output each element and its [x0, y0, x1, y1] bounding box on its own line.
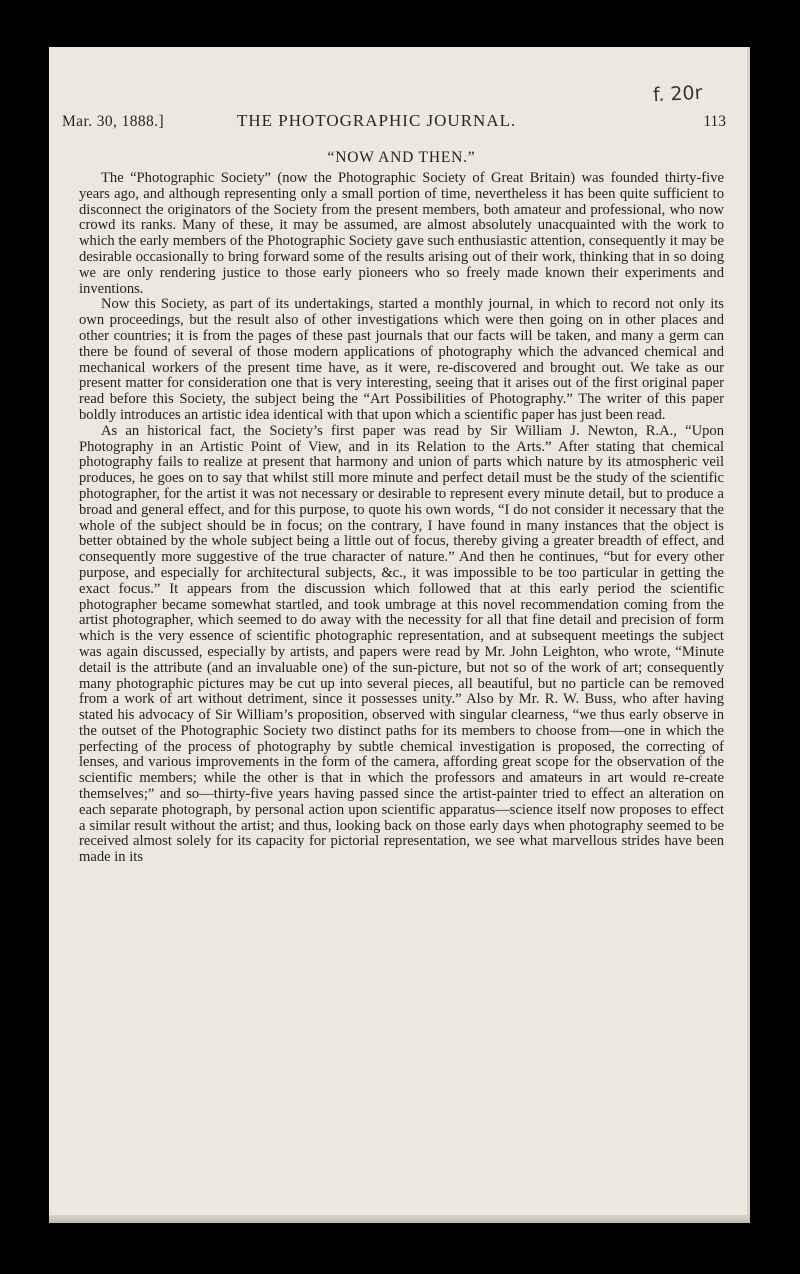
- page-edge: [747, 47, 750, 1223]
- paragraph-3: As an historical fact, the Society’s first paper was read by Sir William J. Newton, R.A., “Upon Photography in an Artistic Point of View, and in its Relation to the Arts.” After stating that chemical photography fails to realize at present that harmony and union of parts which nature by its atmospheric veil produces, he goes on to say that whilst still more minute and perfect detail must be the study of the scientific photographer, for the artist it was not necessary or desirable to represent every minute detail, but to produce a broad and general effect, and for this purpose, to quote his own words, “I do not consider it necessary that the whole of the subject should be in focus; on the contrary, I have found in many instances that the object is better obtained by the whole subject being a little out of focus, thereby giving a greater breadth of effect, and consequently more suggestive of the true character of nature.” And then he continues, “but for every other purpose, and especially for architectural subjects, &c., it was impossible to be too particular in getting the exact focus.” It appears from the discussion which followed that at this early period the scientific photographer became somewhat startled, and took umbrage at this novel recommendation coming from the artist photographer, which seemed to do away with the necessity for all that fine detail and precision of form which is the very essence of scientific photographic representation, and at subsequent meetings the subject was again discussed, especially by artists, and papers were read by Mr. John Leighton, who wrote, “Minute detail is the attribute (and an invaluable one) of the sun-picture, but not so of the work of art; consequently many photographic pictures may be cut up into several pieces, all beautiful, but no particle can be removed from a work of art without detriment, since it possesses unity.” Also by Mr. R. W. Buss, who after having stated his advocacy of Sir William’s proposition, observed with singular clearness, “we thus early observe in the outset of the Photographic Society two distinct paths for its members to choose from—one in which the perfecting of the process of photography by subtle chemical investigation is proposed, the correcting of lenses, and various improvements in the form of the camera, affording great scope for the observation of the scientific members; while the other is that in which the professors and amateurs in art would re-create themselves;” and so—thirty-five years having passed since the artist-painter tried to effect an alteration on each separate photograph, by personal action upon scientific apparatus—science itself now proposes to effect a similar result without the artist; and thus, looking back on those early days when photography seemed to be received almost solely for its capacity for pictorial representation, we see what marvellous strides have been made in its: [79, 422, 724, 866]
- page-number: 113: [703, 113, 726, 130]
- issue-date: Mar. 30, 1888.]: [62, 113, 165, 130]
- article-body: [79, 171, 724, 866]
- handwritten-folio-annotation: f. 20r: [652, 81, 703, 107]
- document-page: [49, 47, 750, 1223]
- page-bottom-edge: [49, 1215, 750, 1223]
- running-header: [62, 111, 726, 137]
- paragraph-1: The “Photographic Society” (now the Photographic Society of Great Britain) was founded thirty-five years ago, and although representing only a small portion of time, nevertheless it has been quite sufficient to disconnect the originators of the Society from the present members, both amateur and professional, who now crowd its ranks. Many of these, it may be assumed, are almost absolutely unacquainted with the work to which the early members of the Photographic Society gave such enthusiastic attention, consequently it may be desirable occasionally to bring forward some of the results arising out of their work, thinking that in so doing we are only rendering justice to those early pioneers who so freely made known their experiments and inventions.: [79, 170, 724, 297]
- article: [79, 149, 724, 866]
- paragraph-2: Now this Society, as part of its undertakings, started a monthly journal, in which to record not only its own proceedings, but the result also of other investigations which were then going on in other places and other countries; it is from the pages of these past journals that our facts will be taken, and many a germ can there be found of several of those modern applications of photography which the advanced chemical and mechanical workers of the present time have, as it were, re-discovered and brought out. We take as our present matter for consideration one that is very interesting, seeing that it arises out of the first original paper read before this Society, the subject being the “Art Possibilities of Photography.” The writer of this paper boldly introduces an artistic idea identical with that upon which a scientific paper has just been read.: [79, 296, 724, 423]
- journal-title: THE PHOTOGRAPHIC JOURNAL.: [237, 111, 517, 130]
- article-title: “NOW AND THEN.”: [327, 149, 476, 166]
